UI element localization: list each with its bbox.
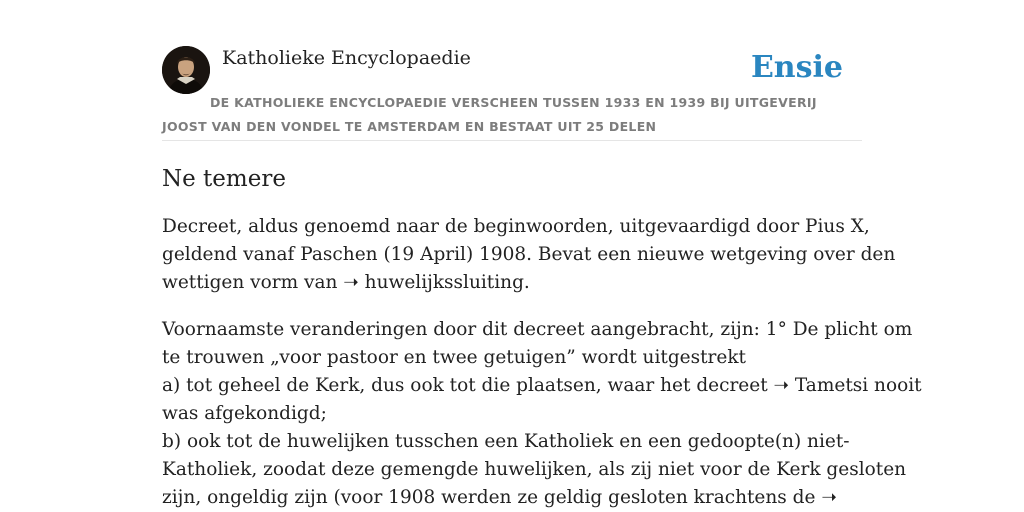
site-description: DE KATHOLIEKE ENCYCLOPAEDIE VERSCHEEN TUSSEN 1933 EN 1939 BIJ UITGEVERIJ JOOST VAN DEN VONDEL TE AMSTERDAM EN BESTAAT UIT 25 DELEN <box>162 95 817 134</box>
text-line: b) ook tot de huwelijken tusschen een Katholiek en een gedoopte(n) niet- <box>162 431 850 452</box>
brand-logo[interactable]: Ensie <box>750 50 843 85</box>
text-line-with-link[interactable]: zijn, ongeldig zijn (voor 1908 werden ze geldig gesloten krachtens de ➝ <box>162 487 837 508</box>
text-line: Katholiek, zoodat deze gemengde huwelijken, als zij niet voor de Kerk gesloten <box>162 459 907 480</box>
text-line: Voornaamste veranderingen door dit decreet aangebracht, zijn: 1° De plicht om <box>162 319 913 340</box>
text-line: was afgekondigd; <box>162 403 327 424</box>
text-line-with-link[interactable]: a) tot geheel de Kerk, dus ook tot die plaatsen, waar het decreet ➝ Tametsi nooit <box>162 375 922 396</box>
article-paragraph-2 <box>162 316 922 512</box>
avatar[interactable] <box>162 46 210 94</box>
text-line: Decreet, aldus genoemd naar de beginwoorden, uitgevaardigd door Pius X, <box>162 216 870 237</box>
article-paragraph-1 <box>162 213 896 297</box>
site-title[interactable]: Katholieke Encyclopaedie <box>222 47 471 69</box>
site-header <box>162 46 862 141</box>
article <box>162 160 922 512</box>
text-line-with-link[interactable]: wettigen vorm van ➝ huwelijkssluiting. <box>162 272 530 293</box>
text-line: te trouwen „voor pastoor en twee getuigen” wordt uitgestrekt <box>162 347 746 368</box>
text-line: geldend vanaf Paschen (19 April) 1908. Bevat een nieuwe wetgeving over den <box>162 244 896 265</box>
portrait-icon <box>162 46 210 94</box>
article-title: Ne temere <box>162 166 286 192</box>
